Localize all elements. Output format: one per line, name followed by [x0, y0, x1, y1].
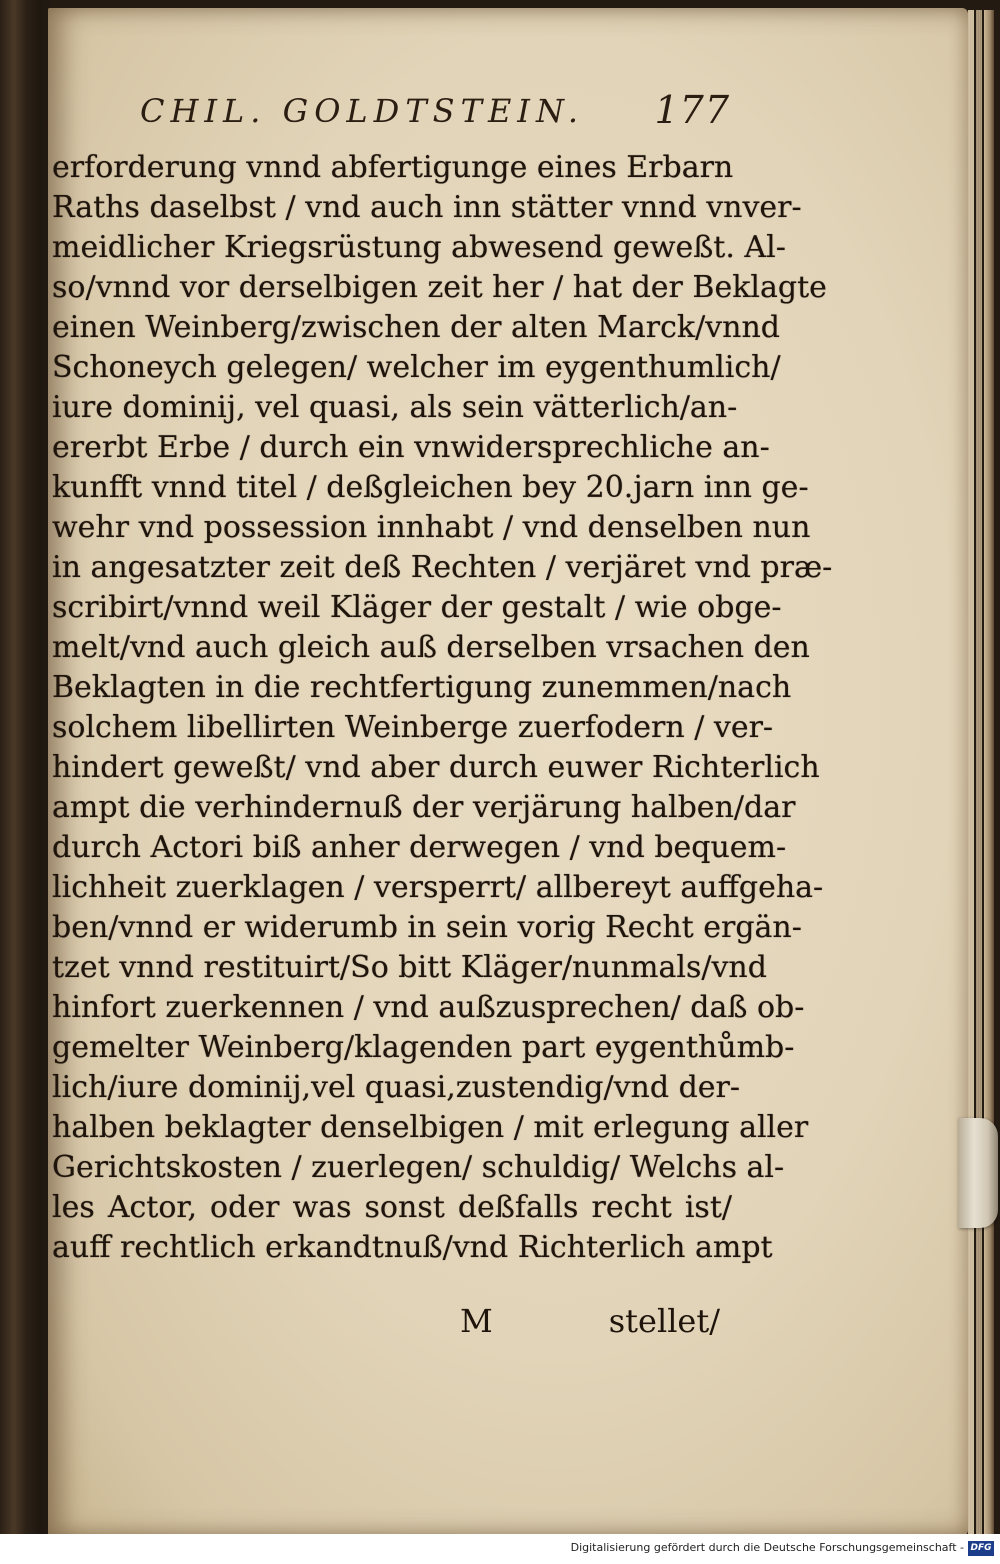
text-line: gemelter Weinberg/klagenden part eygenthůmb-: [52, 1030, 795, 1065]
page-header: [140, 86, 730, 138]
text-line: so/vnnd vor derselbigen zeit her / hat der Beklagte: [52, 270, 827, 305]
dfg-logo: DFG: [968, 1541, 994, 1556]
text-line: meidlicher Kriegsrüstung abwesend geweßt. Al-: [52, 230, 786, 265]
page-edge: [968, 10, 974, 1534]
text-line: durch Actori biß anher derwegen / vnd bequem-: [52, 830, 787, 865]
page-edge: [976, 10, 982, 1534]
text-line: Raths daselbst / vnd auch inn stätter vnnd vnver-: [52, 190, 802, 225]
text-line: hinfort zuerkennen / vnd außzusprechen/ daß ob-: [52, 990, 805, 1025]
text-line: Gerichtskosten / zuerlegen/ schuldig/ Welchs al-: [52, 1150, 785, 1185]
text-line: einen Weinberg/zwischen der alten Marck/vnnd: [52, 310, 780, 345]
text-line: solchem libellirten Weinberge zuerfodern / ver-: [52, 710, 774, 745]
text-line: hindert geweßt/ vnd aber durch euwer Richterlich: [52, 750, 820, 785]
text-line: kunfft vnnd titel / deßgleichen bey 20.jarn inn ge-: [52, 470, 809, 505]
text-line: lich/iure dominij,vel quasi,zustendig/vnd der-: [52, 1070, 741, 1105]
page-edge: [984, 10, 994, 1534]
text-line: scribirt/vnnd weil Kläger der gestalt / wie obge-: [52, 590, 782, 625]
text-line: Beklagten in die rechtfertigung zunemmen/nach: [52, 670, 792, 705]
text-line: auff rechtlich erkandtnuß/vnd Richterlich ampt: [52, 1230, 773, 1265]
page-marker-tab: [958, 1118, 998, 1228]
body-text: [52, 148, 833, 1268]
text-line: ampt die verhindernuß der verjärung halben/dar: [52, 790, 796, 825]
running-head: CHIL. GOLDTSTEIN.: [140, 92, 585, 130]
text-line: ererbt Erbe / durch ein vnwidersprechliche an-: [52, 430, 770, 465]
text-line: lichheit zuerklagen / versperrt/ allbereyt auffgeha-: [52, 870, 824, 905]
text-line: halben beklagter denselbigen / mit erlegung aller: [52, 1110, 809, 1145]
digitization-footer: [0, 1534, 1000, 1564]
text-line: melt/vnd auch gleich auß derselben vrsachen den: [52, 630, 810, 665]
text-line: ben/vnnd er widerumb in sein vorig Recht ergän-: [52, 910, 802, 945]
text-line: tzet vnnd restituirt/So bitt Kläger/nunmals/vnd: [52, 950, 767, 985]
text-line: in angesatzter zeit deß Rechten / verjäret vnd præ-: [52, 550, 833, 585]
footer-credit: Digitalisierung gefördert durch die Deutsche Forschungsgemeinschaft -: [570, 1541, 964, 1554]
catchword: stellet/: [608, 1302, 720, 1340]
text-line: Schoneych gelegen/ welcher im eygenthumlich/: [52, 350, 781, 385]
text-line: erforderung vnnd abfertigunge eines Erbarn: [52, 150, 734, 185]
text-line: les Actor, oder was sonst deßfalls recht ist/: [52, 1190, 732, 1225]
signature-mark: M: [460, 1302, 493, 1340]
text-line: wehr vnd possession innhabt / vnd denselben nun: [52, 510, 811, 545]
page-number: 177: [654, 88, 730, 132]
text-line: iure dominij, vel quasi, als sein vätterlich/an-: [52, 390, 738, 425]
catchline: [460, 1302, 720, 1346]
